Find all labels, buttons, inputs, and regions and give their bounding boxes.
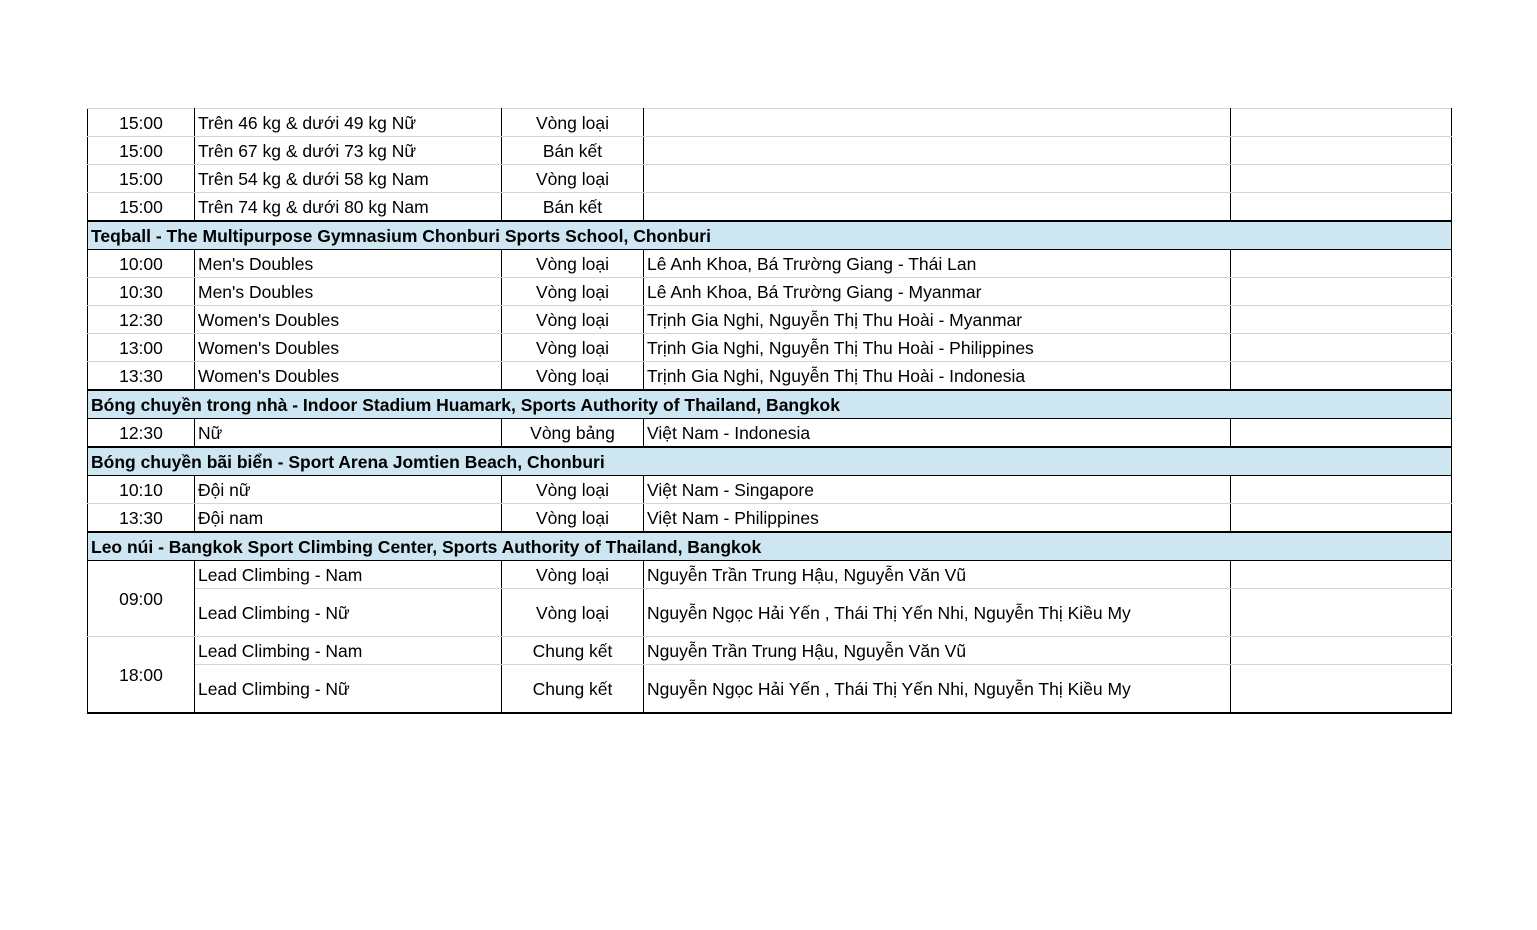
event-cell: Women's Doubles bbox=[195, 306, 502, 334]
note-cell bbox=[1231, 165, 1452, 193]
table-row bbox=[88, 504, 1452, 533]
time-cell: 15:00 bbox=[88, 137, 195, 165]
time-cell: 18:00 bbox=[88, 637, 195, 714]
round-cell: Bán kết bbox=[502, 193, 644, 222]
table-row bbox=[88, 589, 1452, 637]
round-cell: Vòng loại bbox=[502, 278, 644, 306]
event-cell: Men's Doubles bbox=[195, 250, 502, 278]
athletes-cell: Việt Nam - Philippines bbox=[644, 504, 1231, 533]
table-row bbox=[88, 278, 1452, 306]
athletes-cell: Nguyễn Ngọc Hải Yến , Thái Thị Yến Nhi, Nguyễn Thị Kiều My bbox=[644, 665, 1231, 714]
round-cell: Vòng loại bbox=[502, 109, 644, 137]
section-title: Bóng chuyền trong nhà - Indoor Stadium Huamark, Sports Authority of Thailand, Bangkok bbox=[88, 390, 1452, 419]
round-cell: Vòng loại bbox=[502, 561, 644, 589]
event-cell: Lead Climbing - Nam bbox=[195, 561, 502, 589]
note-cell bbox=[1231, 109, 1452, 137]
athletes-cell: Trịnh Gia Nghi, Nguyễn Thị Thu Hoài - Myanmar bbox=[644, 306, 1231, 334]
event-cell: Trên 74 kg & dưới 80 kg Nam bbox=[195, 193, 502, 222]
event-cell: Trên 46 kg & dưới 49 kg Nữ bbox=[195, 109, 502, 137]
time-cell: 15:00 bbox=[88, 109, 195, 137]
table-row bbox=[88, 637, 1452, 665]
time-cell: 10:30 bbox=[88, 278, 195, 306]
time-cell: 13:30 bbox=[88, 504, 195, 533]
note-cell bbox=[1231, 362, 1452, 391]
round-cell: Vòng loại bbox=[502, 589, 644, 637]
schedule-table bbox=[87, 108, 1452, 714]
round-cell: Chung kết bbox=[502, 637, 644, 665]
section-header-climbing bbox=[88, 532, 1452, 561]
round-cell: Vòng loại bbox=[502, 250, 644, 278]
section-title: Leo núi - Bangkok Sport Climbing Center, Sports Authority of Thailand, Bangkok bbox=[88, 532, 1452, 561]
note-cell bbox=[1231, 504, 1452, 533]
table-row bbox=[88, 665, 1452, 714]
time-cell: 15:00 bbox=[88, 193, 195, 222]
event-cell: Đội nữ bbox=[195, 476, 502, 504]
time-cell: 13:00 bbox=[88, 334, 195, 362]
note-cell bbox=[1231, 137, 1452, 165]
table-row bbox=[88, 561, 1452, 589]
section-title: Bóng chuyền bãi biển - Sport Arena Jomtien Beach, Chonburi bbox=[88, 447, 1452, 476]
athletes-cell: Nguyễn Ngọc Hải Yến , Thái Thị Yến Nhi, Nguyễn Thị Kiều My bbox=[644, 589, 1231, 637]
section-header-teqball bbox=[88, 221, 1452, 250]
note-cell bbox=[1231, 306, 1452, 334]
athletes-cell: Trịnh Gia Nghi, Nguyễn Thị Thu Hoài - Philippines bbox=[644, 334, 1231, 362]
time-cell: 09:00 bbox=[88, 561, 195, 637]
round-cell: Vòng bảng bbox=[502, 419, 644, 448]
table-row bbox=[88, 476, 1452, 504]
note-cell bbox=[1231, 665, 1452, 714]
round-cell: Vòng loại bbox=[502, 362, 644, 391]
table-row bbox=[88, 419, 1452, 448]
time-cell: 13:30 bbox=[88, 362, 195, 391]
event-cell: Men's Doubles bbox=[195, 278, 502, 306]
time-cell: 10:10 bbox=[88, 476, 195, 504]
athletes-cell: Việt Nam - Singapore bbox=[644, 476, 1231, 504]
section-header-indoor-volleyball bbox=[88, 390, 1452, 419]
event-cell: Women's Doubles bbox=[195, 362, 502, 391]
event-cell: Women's Doubles bbox=[195, 334, 502, 362]
athletes-cell: Lê Anh Khoa, Bá Trường Giang - Thái Lan bbox=[644, 250, 1231, 278]
event-cell: Trên 67 kg & dưới 73 kg Nữ bbox=[195, 137, 502, 165]
round-cell: Vòng loại bbox=[502, 334, 644, 362]
note-cell bbox=[1231, 250, 1452, 278]
note-cell bbox=[1231, 561, 1452, 589]
note-cell bbox=[1231, 589, 1452, 637]
table-row bbox=[88, 109, 1452, 137]
table-row bbox=[88, 334, 1452, 362]
athletes-cell: Việt Nam - Indonesia bbox=[644, 419, 1231, 448]
athletes-cell bbox=[644, 109, 1231, 137]
event-cell: Lead Climbing - Nữ bbox=[195, 665, 502, 714]
time-cell: 12:30 bbox=[88, 419, 195, 448]
athletes-cell bbox=[644, 137, 1231, 165]
round-cell: Vòng loại bbox=[502, 165, 644, 193]
event-cell: Lead Climbing - Nữ bbox=[195, 589, 502, 637]
time-cell: 15:00 bbox=[88, 165, 195, 193]
table-row bbox=[88, 250, 1452, 278]
note-cell bbox=[1231, 334, 1452, 362]
note-cell bbox=[1231, 476, 1452, 504]
table-row bbox=[88, 306, 1452, 334]
athletes-cell: Trịnh Gia Nghi, Nguyễn Thị Thu Hoài - Indonesia bbox=[644, 362, 1231, 391]
event-cell: Nữ bbox=[195, 419, 502, 448]
time-cell: 12:30 bbox=[88, 306, 195, 334]
event-cell: Trên 54 kg & dưới 58 kg Nam bbox=[195, 165, 502, 193]
note-cell bbox=[1231, 637, 1452, 665]
event-cell: Đội nam bbox=[195, 504, 502, 533]
note-cell bbox=[1231, 278, 1452, 306]
event-cell: Lead Climbing - Nam bbox=[195, 637, 502, 665]
athletes-cell bbox=[644, 165, 1231, 193]
round-cell: Vòng loại bbox=[502, 504, 644, 533]
note-cell bbox=[1231, 193, 1452, 222]
table-row bbox=[88, 362, 1452, 391]
athletes-cell: Nguyễn Trần Trung Hậu, Nguyễn Văn Vũ bbox=[644, 561, 1231, 589]
table-row bbox=[88, 137, 1452, 165]
time-cell: 10:00 bbox=[88, 250, 195, 278]
table-row bbox=[88, 193, 1452, 222]
section-title: Teqball - The Multipurpose Gymnasium Chonburi Sports School, Chonburi bbox=[88, 221, 1452, 250]
section-header-beach-volleyball bbox=[88, 447, 1452, 476]
round-cell: Vòng loại bbox=[502, 476, 644, 504]
athletes-cell: Lê Anh Khoa, Bá Trường Giang - Myanmar bbox=[644, 278, 1231, 306]
round-cell: Vòng loại bbox=[502, 306, 644, 334]
table-row bbox=[88, 165, 1452, 193]
athletes-cell bbox=[644, 193, 1231, 222]
note-cell bbox=[1231, 419, 1452, 448]
round-cell: Bán kết bbox=[502, 137, 644, 165]
athletes-cell: Nguyễn Trần Trung Hậu, Nguyễn Văn Vũ bbox=[644, 637, 1231, 665]
round-cell: Chung kết bbox=[502, 665, 644, 714]
